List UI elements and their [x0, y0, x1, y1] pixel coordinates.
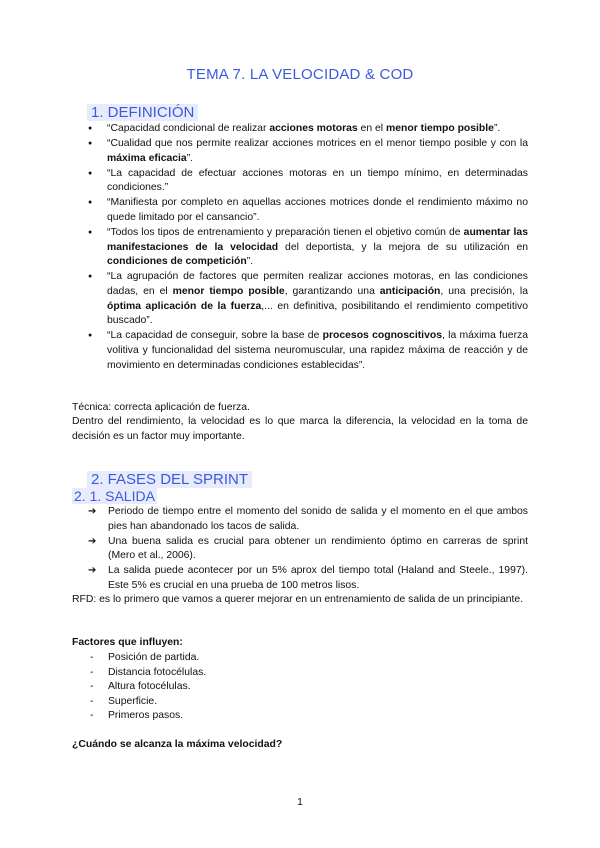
definition-emphasis: condiciones de competición [107, 256, 247, 268]
section-heading-text: 2. FASES DEL SPRINT [87, 471, 252, 488]
list-item: - Altura fotocélulas. [88, 680, 206, 695]
definition-emphasis: aumentar las manifestaciones de la velocidad [107, 227, 528, 253]
definition-text: “La agrupación de factores que permiten realizar acciones motoras, en las condiciones dadas, en el [107, 271, 528, 298]
definition-item [88, 226, 528, 270]
definition-item [88, 196, 528, 225]
definitions-list [88, 122, 528, 374]
rendimiento-paragraph: Dentro del rendimiento, la velocidad es lo que marca la diferencia, la velocidad en la toma de decisión es un factor muy importante. [72, 416, 528, 442]
definition-emphasis: menor tiempo posible [385, 123, 494, 134]
definition-emphasis: procesos cognoscitivos [322, 330, 442, 342]
definition-text: del deportista, y la mejora de su utilización en [278, 241, 528, 253]
definition-text: “Cualidad que nos permite realizar acciones motrices en el menor tiempo posible y con la [107, 138, 528, 150]
list-item: ➔ La salida puede acontecer por un 5% aprox del tiempo total (Haland and Steele., 1997). Este 5% es crucial en una prueba de 100 metros lisos. [88, 564, 528, 593]
definition-emphasis: acciones motoras [269, 123, 358, 134]
definition-item [88, 167, 528, 196]
subsection-heading-text: 2. 1. SALIDA [74, 488, 155, 504]
rfd-paragraph: RFD: es lo primero que vamos a querer mejorar en un entrenamiento de salida de un principiante. [72, 594, 524, 605]
list-item: ➔ Periodo de tiempo entre el momento del sonido de salida y el momento en el que ambos pies han abandonado los tacos de salida. [88, 505, 528, 534]
definition-item [88, 329, 528, 373]
definition-item [88, 270, 528, 328]
definition-text: “Todos los tipos de entrenamiento y preparación tienen el objetivo común de [107, 227, 464, 239]
definition-text: , una precisión, la [440, 286, 528, 298]
definition-text: ”. [246, 256, 254, 268]
list-item: - Distancia fotocélulas. [88, 666, 206, 681]
question-heading: ¿Cuándo se alcanza la máxima velocidad? [72, 739, 283, 750]
definition-text: ,... en definitiva, posibilitando el rendimiento competitivo buscado”. [107, 300, 528, 327]
list-item: ➔ Una buena salida es crucial para obtener un rendimiento óptimo en carreras de sprint (Mero et al., 2006). [88, 535, 528, 564]
definition-emphasis: óptima aplicación de la fuerza [107, 300, 262, 312]
section-heading-text: 1. DEFINICIÓN [87, 104, 198, 121]
definition-text: “Capacidad condicional de realizar [107, 123, 270, 134]
definition-item [88, 137, 528, 166]
definition-text: “La capacidad de conseguir, sobre la base de [107, 330, 323, 342]
definition-text: , garantizando una [284, 286, 380, 298]
section-heading-definicion [87, 104, 198, 121]
definition-text: , la máxima fuerza volitiva y funcionalidad del sistema neuromuscular, una rapidez máxima de reacción y de movimiento en determinadas condiciones establecidas”. [107, 330, 529, 371]
definition-emphasis: máxima eficacia [107, 152, 187, 164]
factores-list [88, 651, 206, 724]
document-title: TEMA 7. LA VELOCIDAD & COD [186, 66, 414, 83]
definition-item [88, 122, 528, 137]
section-heading-fases [87, 471, 252, 488]
definition-emphasis: anticipación [379, 286, 441, 298]
definition-text: en el [357, 123, 386, 134]
subsection-heading-salida [72, 488, 157, 504]
definition-text: ”. [186, 152, 194, 164]
list-item: - Superficie. [88, 695, 206, 710]
page-number: 1 [297, 797, 303, 808]
definition-text: “Manifiesta por completo en aquellas acciones motrices donde el rendimiento máximo no quede limitado por el cansancio”. [107, 197, 528, 224]
list-item: - Primeros pasos. [88, 709, 206, 724]
definition-emphasis: menor tiempo posible [172, 286, 285, 298]
salida-points-list [88, 505, 528, 594]
factores-heading: Factores que influyen: [72, 637, 183, 648]
definition-text: ”. [493, 123, 501, 134]
tecnica-paragraph: Técnica: correcta aplicación de fuerza. [72, 402, 250, 413]
list-item: - Posición de partida. [88, 651, 206, 666]
definition-text: “La capacidad de efectuar acciones motoras en un tiempo mínimo, en determinadas condiciones.” [107, 167, 528, 194]
